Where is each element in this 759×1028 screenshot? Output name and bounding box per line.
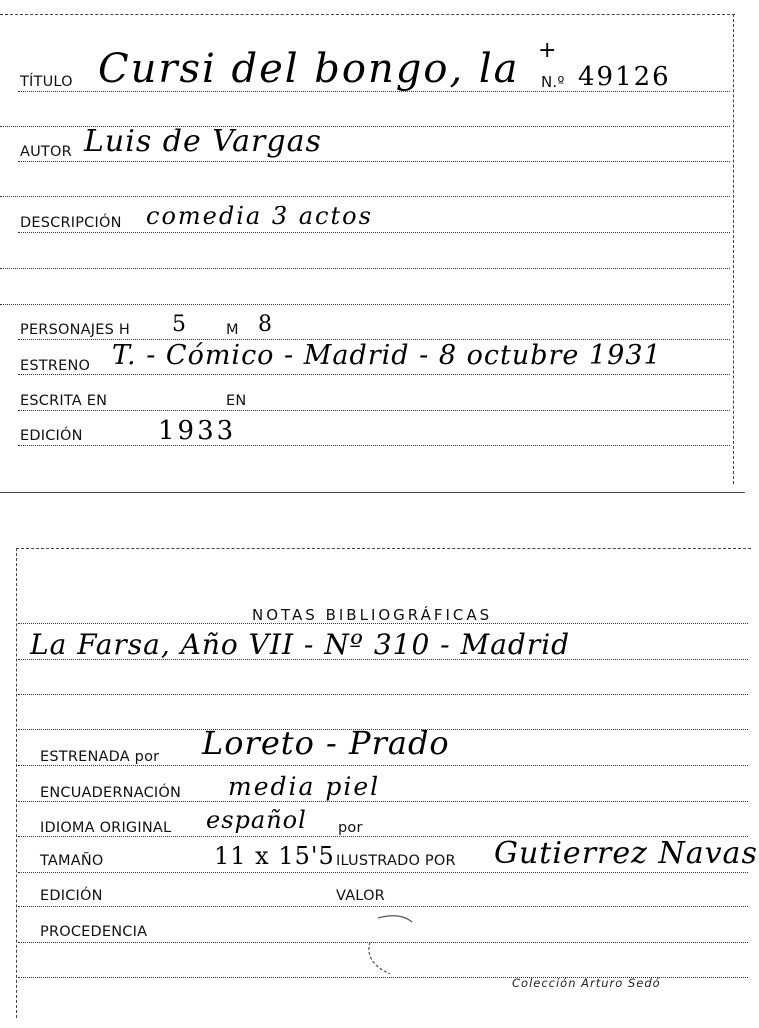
edicion-label: EDICIÓN [20, 428, 83, 444]
idioma-label: IDIOMA ORIGINAL [40, 820, 172, 836]
ruled-line [18, 801, 748, 802]
notas-value: La Farsa, Año VII - Nº 310 - Madrid [30, 628, 571, 661]
ruled-line [18, 694, 748, 695]
card-bottom-edge [0, 492, 745, 493]
estreno-label: ESTRENO [20, 358, 91, 374]
titulo-value: Cursi del bongo, la [98, 46, 520, 92]
ruled-line [18, 872, 748, 873]
personajes-m-value: 8 [258, 312, 273, 337]
pencil-scribble [360, 912, 420, 982]
escrita-en-label: ESCRITA EN [20, 393, 108, 409]
ruled-line [18, 232, 730, 233]
ruled-line [18, 906, 748, 907]
catalog-card-top [0, 0, 759, 495]
ruled-line [18, 161, 730, 162]
por-label: por [338, 820, 363, 836]
card-left-edge [16, 548, 17, 1018]
descripcion-label: DESCRIPCIÓN [20, 215, 122, 231]
idioma-value: español [206, 806, 307, 834]
card-top-edge [16, 548, 751, 549]
number-value: 49126 [578, 62, 671, 92]
number-label: N.º [541, 73, 565, 91]
descripcion-value: comedia 3 actos [146, 202, 373, 230]
catalog-card-bottom [0, 540, 759, 1028]
ruled-line [18, 765, 748, 766]
tamano-label: TAMAÑO [40, 853, 104, 869]
valor-label: VALOR [336, 888, 385, 904]
notas-heading: NOTAS BIBLIOGRÁFICAS [252, 606, 493, 624]
personajes-m-label: M [226, 322, 239, 338]
edicion-label: EDICIÓN [40, 888, 103, 904]
encuadernacion-value: media piel [228, 772, 381, 801]
ruled-line [18, 445, 730, 446]
estrenada-value: Loreto - Prado [202, 724, 450, 762]
ilustrado-value: Gutierrez Navas [494, 836, 758, 871]
autor-label: AUTOR [20, 144, 72, 160]
ruled-line [0, 304, 730, 305]
cross-mark: + [538, 38, 557, 63]
titulo-label: TÍTULO [20, 74, 73, 90]
personajes-h-value: 5 [172, 312, 187, 337]
ruled-line [18, 410, 730, 411]
procedencia-label: PROCEDENCIA [40, 924, 148, 940]
coleccion-stamp: Colección Arturo Sedó [512, 976, 661, 990]
encuadernacion-label: ENCUADERNACIÓN [40, 785, 182, 801]
edicion-value: 1933 [158, 416, 237, 446]
autor-value: Luis de Vargas [84, 124, 322, 159]
ruled-line [0, 196, 730, 197]
estreno-value: T. - Cómico - Madrid - 8 octubre 1931 [112, 340, 662, 371]
ruled-line [18, 374, 730, 375]
ilustrado-label: ILUSTRADO POR [336, 853, 456, 869]
ruled-line [0, 268, 730, 269]
card-right-edge [733, 14, 734, 484]
card-top-edge [0, 14, 735, 15]
en-label: EN [226, 393, 247, 409]
tamano-value: 11 x 15'5 [214, 842, 335, 870]
estrenada-label: ESTRENADA por [40, 749, 160, 765]
personajes-h-label: PERSONAJES H [20, 322, 130, 338]
